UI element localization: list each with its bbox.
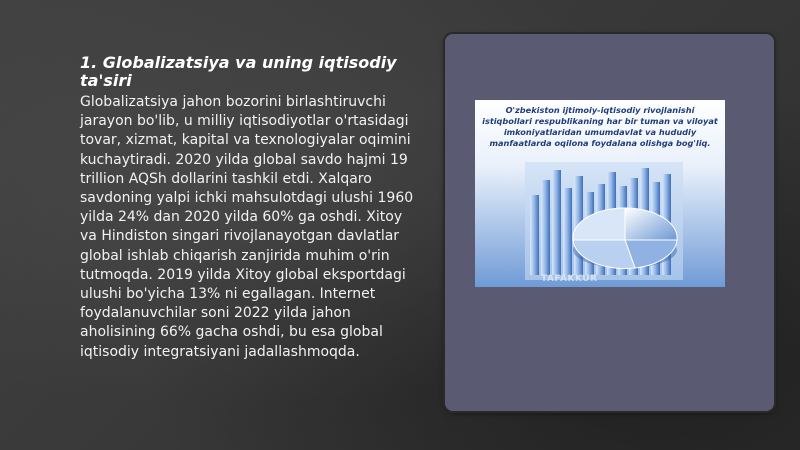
- watermark: TAFAKKUR: [541, 274, 598, 284]
- slide-title: 1. Globalizatsiya va uning iqtisodiy ta'siri: [80, 53, 397, 90]
- pie-group: [573, 208, 677, 269]
- figure-caption: O'zbekiston ijtimoiy-iqtisodiy rivojlanishi istiqbollari respublikaning har bir tuman va viloyat imkoniyatlaridan umumdavlat va hududiy manfaatlarda oqilona foydalana olishga bog'liq.: [482, 105, 718, 148]
- figure-image: [475, 100, 725, 287]
- slide-body-text: Globalizatsiya jahon bozorini birlashtiruvchi jarayon bo'lib, u milliy iqtisodiyotlar o'rtasidagi tovar, xizmat, kapital va texnologiyalar oqimini kuchaytiradi. 2020 yilda global savdo hajmi 19 trillion AQSh dollarini tashkil etdi. Xalqaro savdoning yalpi ichki mahsulotdagi ulushi 1960 yilda 24% dan 2020 yilda 60% ga oshdi. Xitoy va Hindiston singari rivojlanayotgan davlatlar global ishlab chiqarish zanjirida muhim o'rin tutmoqda. 2019 yilda Xitoy global eksportdagi ulushi bo'yicha 13% ni egallagan. Internet foydalanuvchilar soni 2022 yilda jahon aholisining 66% gacha oshdi, bu esa global iqtisodiy integratsiyani jadallashmoqda.: [80, 94, 414, 360]
